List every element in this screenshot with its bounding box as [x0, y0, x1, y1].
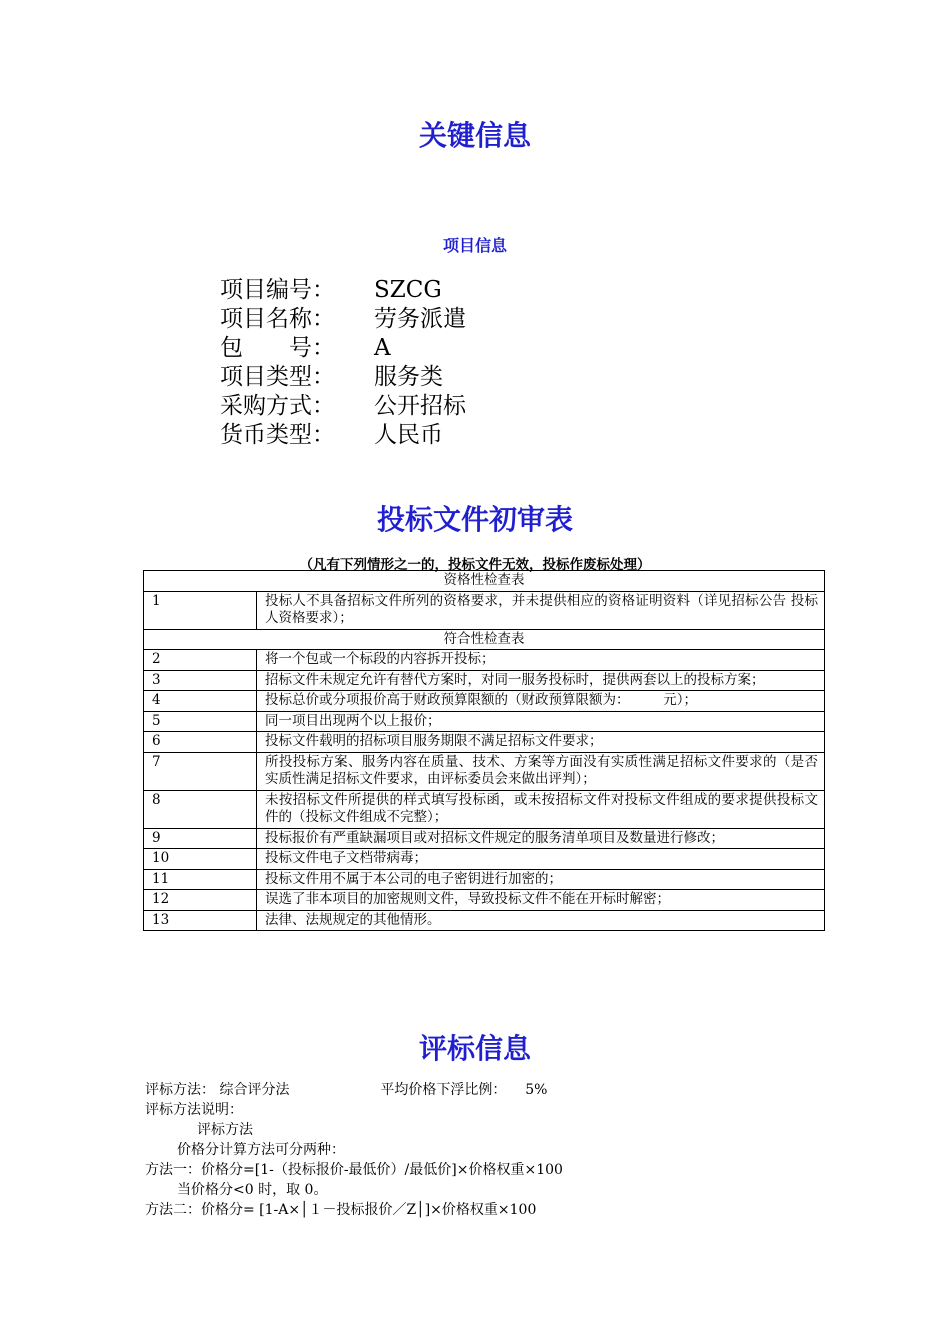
eval-info-title: 评标信息	[418, 1032, 531, 1065]
field-label: 项目名称：	[220, 306, 335, 332]
review-note: （凡有下列情形之一的，投标文件无效，投标作废标处理）	[299, 557, 651, 573]
field-value: 公开招标	[374, 393, 466, 419]
field-value: SZCG	[374, 277, 442, 303]
row-number: 8	[144, 790, 257, 828]
row-text: 误选了非本项目的加密规则文件，导致投标文件不能在开标时解密；	[257, 890, 825, 911]
row-number: 11	[144, 869, 257, 890]
row-text: 未按招标文件所提供的样式填写投标函，或未按招标文件对投标文件组成的要求提供投标文件的（投标文件组成不完整）；	[257, 790, 825, 828]
row-text: 投标文件用不属于本公司的电子密钥进行加密的；	[257, 869, 825, 890]
project-info-list	[220, 276, 466, 450]
project-field-procurement	[220, 392, 466, 421]
table-row	[144, 732, 825, 753]
section-row	[144, 571, 825, 592]
row-number: 4	[144, 691, 257, 712]
price-score-intro: 价格分计算方法可分两种：	[177, 1142, 345, 1158]
field-value: A	[374, 335, 391, 361]
row-text: 投标人不具备招标文件所列的资格要求，并未提供相应的资格证明资料（详见招标公告 投标人资格要求）；	[257, 591, 825, 629]
row-text: 投标报价有严重缺漏项目或对招标文件规定的服务清单项目及数量进行修改；	[257, 828, 825, 849]
row-number: 12	[144, 890, 257, 911]
row-text: 投标总价或分项报价高于财政预算限额的（财政预算限额为： 元）；	[257, 691, 825, 712]
row-number: 7	[144, 752, 257, 790]
project-info-title: 项目信息	[442, 236, 507, 255]
row-text: 投标文件电子文档带病毒；	[257, 849, 825, 870]
project-field-number	[220, 276, 466, 305]
float-ratio-label: 平均价格下浮比例：	[380, 1082, 507, 1098]
table-row	[144, 790, 825, 828]
row-text: 投标文件载明的招标项目服务期限不满足招标文件要求；	[257, 732, 825, 753]
eval-method-value: 综合评分法	[219, 1082, 290, 1098]
eval-info-body	[145, 1080, 563, 1220]
table-row	[144, 591, 825, 629]
eval-method-heading: 评标方法	[197, 1122, 253, 1138]
table-row	[144, 691, 825, 712]
row-number: 3	[144, 670, 257, 691]
review-table-title: 投标文件初审表	[376, 503, 573, 536]
field-value: 劳务派遣	[374, 306, 466, 332]
project-field-type	[220, 363, 466, 392]
price-method-one-note: 当价格分<0 时，取 0。	[177, 1182, 328, 1198]
table-row	[144, 869, 825, 890]
field-label: 包 号：	[220, 335, 335, 361]
table-row	[144, 670, 825, 691]
section-row	[144, 629, 825, 650]
table-row	[144, 711, 825, 732]
review-table	[143, 570, 825, 931]
table-row	[144, 828, 825, 849]
row-text: 招标文件未规定允许有替代方案时，对同一服务投标时，提供两套以上的投标方案；	[257, 670, 825, 691]
eval-method-line	[145, 1080, 563, 1100]
table-row	[144, 890, 825, 911]
field-label: 采购方式：	[220, 393, 335, 419]
field-value: 人民币	[374, 422, 443, 448]
row-number: 5	[144, 711, 257, 732]
table-row	[144, 650, 825, 671]
key-info-title: 关键信息	[418, 119, 531, 152]
field-value: 服务类	[374, 364, 443, 390]
price-method-two: 方法二：价格分= [1-A×│１－投标报价／Z│]×价格权重×100	[145, 1202, 537, 1218]
row-text: 法律、法规规定的其他情形。	[257, 910, 825, 931]
row-number: 13	[144, 910, 257, 931]
section-conformity: 符合性检查表	[144, 629, 825, 650]
price-method-one: 方法一：价格分=[1-（投标报价-最低价）/最低价]×价格权重×100	[145, 1162, 563, 1178]
field-label: 项目类型：	[220, 364, 335, 390]
row-text: 同一项目出现两个以上报价；	[257, 711, 825, 732]
float-ratio-value: 5%	[525, 1082, 548, 1098]
row-text: 将一个包或一个标段的内容拆开投标；	[257, 650, 825, 671]
row-text: 所投投标方案、服务内容在质量、技术、方案等方面没有实质性满足招标文件要求的（是否实质性满足招标文件要求，由评标委员会来做出评判）；	[257, 752, 825, 790]
eval-method-label: 评标方法：	[145, 1082, 215, 1098]
project-field-name	[220, 305, 466, 334]
row-number: 10	[144, 849, 257, 870]
row-number: 2	[144, 650, 257, 671]
field-label: 货币类型：	[220, 422, 335, 448]
section-qualification: 资格性检查表	[144, 571, 825, 592]
eval-desc-label: 评标方法说明：	[145, 1102, 243, 1118]
field-label: 项目编号：	[220, 277, 335, 303]
row-number: 1	[144, 591, 257, 629]
table-row	[144, 752, 825, 790]
row-number: 9	[144, 828, 257, 849]
table-row	[144, 910, 825, 931]
project-field-package	[220, 334, 466, 363]
row-number: 6	[144, 732, 257, 753]
table-row	[144, 849, 825, 870]
project-field-currency	[220, 421, 466, 450]
